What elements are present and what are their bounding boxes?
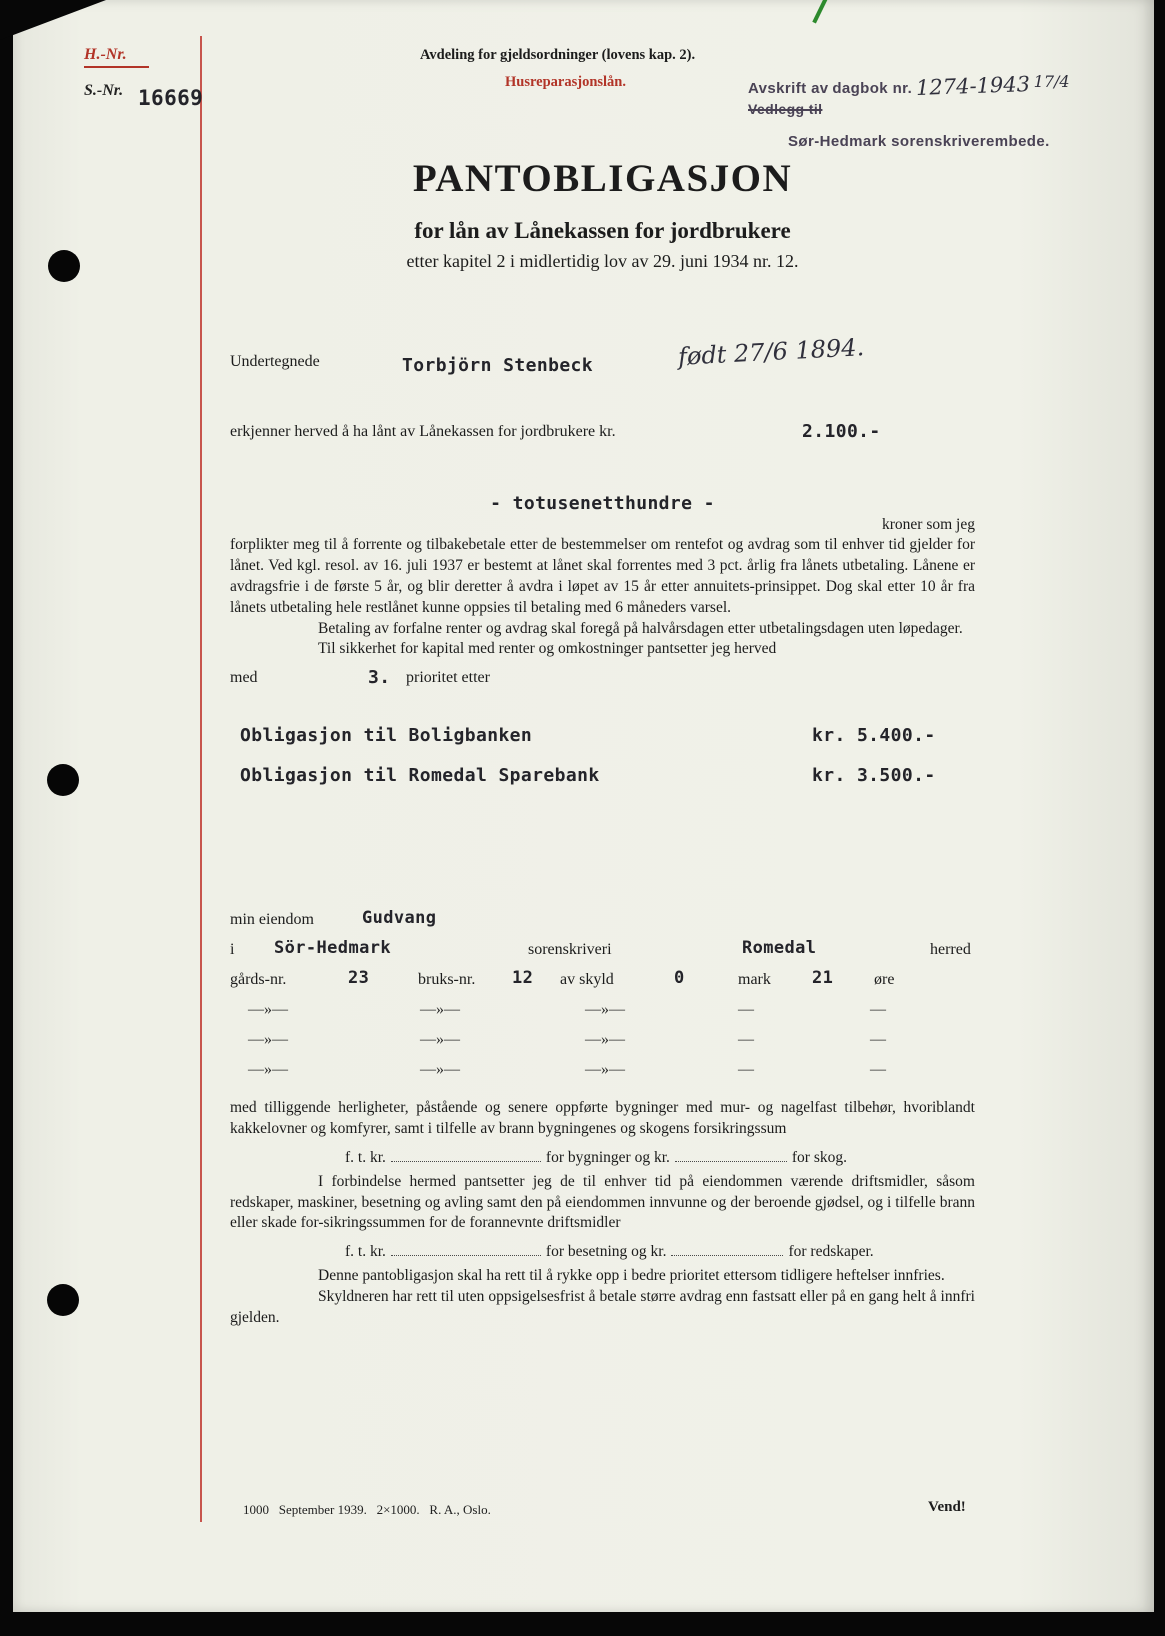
ditto-mark: —»— xyxy=(585,1031,625,1049)
loan-sentence: erkjenner herved å ha lånt av Lånekassen for jordbrukere kr. xyxy=(230,422,616,440)
ditto-row xyxy=(230,1060,975,1090)
i-label: i xyxy=(230,941,235,959)
dash-mark: — xyxy=(738,1031,754,1049)
ditto-mark: —»— xyxy=(248,1001,288,1019)
avskrift-stamp: Avskrift av xyxy=(748,80,829,97)
district-line xyxy=(230,940,975,970)
ditto-mark: —»— xyxy=(248,1061,288,1079)
prior-obligations-list xyxy=(230,726,975,806)
mark-value: 21 xyxy=(812,968,834,989)
document-body xyxy=(230,156,975,1329)
vedlegg-strikethrough: Vedlegg til xyxy=(748,101,823,117)
amount-in-words: - totusenetthundre - xyxy=(490,492,715,514)
for-skog-label: for skog. xyxy=(791,1148,847,1166)
dagbok-date-handwritten: 17/4 xyxy=(1033,72,1070,91)
insurance-field-buildings xyxy=(230,1148,975,1172)
ditto-mark: —»— xyxy=(585,1061,625,1079)
dash-mark: — xyxy=(870,1001,886,1019)
loan-type-label: Husreparasjonslån. xyxy=(505,74,626,90)
h-nr-label: H.-Nr. xyxy=(84,46,149,68)
obligation-row xyxy=(230,766,975,806)
min-eiendom-label: min eiendom xyxy=(230,911,314,929)
ditto-mark: —»— xyxy=(585,1001,625,1019)
dotted-line xyxy=(671,1242,783,1256)
herred-label: herred xyxy=(930,941,971,959)
dotted-line xyxy=(391,1242,541,1256)
department-line: Avdeling for gjeldsordninger (lovens kap. 2). xyxy=(420,47,696,63)
turn-page-label: Vend! xyxy=(928,1499,966,1515)
dash-mark: — xyxy=(738,1061,754,1079)
hole-punch xyxy=(48,250,80,282)
obligation-text: Obligasjon til Boligbanken xyxy=(240,725,533,747)
skyld-value: 0 xyxy=(674,968,685,989)
chattels-paragraph: I forbindelse hermed pantsetter jeg de til enhver tid på eiendommen værende driftsmidler, såsom redskaper, maskiner, besetning og avling samt den på eiendommen innvunne og der beroende gjødsel, og i tilfelle brann eller skade for-sikringssummen for de forannevnte driftsmidler xyxy=(230,1172,975,1232)
document-subtitle-law: etter kapitel 2 i midlertidig lov av 29. juni 1934 nr. 12. xyxy=(406,251,799,271)
terms-paragraph: forplikter meg til å forrente og tilbakebetale etter de bestemmelser om rentefot og avdrag som til enhver tid gjelder for lånet. Ved kgl. resol. av 16. juli 1937 er bestemt at lånet skal forrentes med 3 pct. årlig fra lånets utbetaling. Lånene er avdragsfrie i de første 5 år, og blir deretter å avdra i løpet av 15 år etter annuitets-prinsippet. Dog skal etter 10 år fra lånets utbetaling hele restlånet kunne oppsies til betaling med 6 måneders varsel. xyxy=(230,536,975,616)
dash-mark: — xyxy=(738,1001,754,1019)
ditto-row xyxy=(230,1000,975,1030)
undertegnede-label: Undertegnede xyxy=(230,352,320,370)
hole-punch xyxy=(47,1284,79,1316)
dotted-line xyxy=(675,1148,787,1162)
dash-mark: — xyxy=(870,1061,886,1079)
dash-mark: — xyxy=(870,1031,886,1049)
av-skyld-label: av skyld xyxy=(560,971,614,989)
mark-label: mark xyxy=(738,971,771,989)
ditto-row xyxy=(230,1030,975,1060)
insurance-field-livestock xyxy=(230,1242,975,1266)
print-imprint: 1000 September 1939. 2×1000. R. A., Oslo. xyxy=(243,1502,491,1517)
kroner-som-jeg: kroner som jeg xyxy=(882,515,975,533)
ditto-mark: —»— xyxy=(248,1031,288,1049)
ft-kr-label: f. t. kr. xyxy=(345,1148,386,1166)
med-label: med xyxy=(230,669,258,687)
obligation-amount: kr. 5.400.- xyxy=(812,725,936,747)
s-nr-value: 16669 xyxy=(138,86,204,110)
priority-line xyxy=(230,668,975,694)
for-besetning-label: for besetning og kr. xyxy=(545,1243,667,1261)
debtor-name: Torbjörn Stenbeck xyxy=(402,354,594,376)
dagbok-number-handwritten: 1274-1943 xyxy=(915,72,1031,100)
dagbok-stamp: dagbok nr. xyxy=(832,80,913,97)
gards-nr-value: 23 xyxy=(348,968,370,989)
ditto-mark: —»— xyxy=(420,1001,460,1019)
office-stamp: Sør-Hedmark sorenskriverembede. xyxy=(788,133,1050,150)
district-value: Sör-Hedmark xyxy=(274,938,391,959)
document-title: PANTOBLIGASJON xyxy=(412,157,793,200)
security-paragraph: Til sikkerhet for kapital med renter og omkostninger pantsetter jeg herved xyxy=(318,640,777,658)
priority-value: 3. xyxy=(368,667,391,689)
property-name-line xyxy=(230,910,975,940)
herred-value: Romedal xyxy=(742,938,817,959)
document-subtitle: for lån av Lånekassen for jordbrukere xyxy=(414,218,791,243)
priority-advance-paragraph: Denne pantobligasjon skal ha rett til å rykke opp i bedre prioritet ettersom tidligere heftelser innfries. xyxy=(318,1267,945,1285)
bruks-nr-value: 12 xyxy=(512,968,534,989)
for-bygninger-label: for bygninger og kr. xyxy=(545,1148,670,1166)
cadastre-line xyxy=(230,970,975,1000)
ditto-mark: —»— xyxy=(420,1031,460,1049)
ore-label: øre xyxy=(874,971,895,989)
obligation-row xyxy=(230,726,975,766)
for-redskaper-label: for redskaper. xyxy=(788,1243,874,1261)
payment-paragraph: Betaling av forfalne renter og avdrag skal foregå på halvårsdagen etter utbetalingsdagen uten løpedager. xyxy=(318,619,963,637)
property-name-value: Gudvang xyxy=(362,908,437,929)
ft-kr-label: f. t. kr. xyxy=(345,1243,386,1261)
obligation-text: Obligasjon til Romedal Sparebank xyxy=(240,765,600,787)
priority-after-label: prioritet etter xyxy=(406,669,490,687)
loan-sentence-line xyxy=(230,422,975,450)
red-margin-line xyxy=(200,36,202,1522)
s-nr-label: S.-Nr. xyxy=(84,82,124,99)
ditto-mark: —»— xyxy=(420,1061,460,1079)
appurtenances-paragraph: med tilliggende herligheter, påstående og senere oppførte bygninger med mur- og nagelfast tilbehør, hvoriblandt kakkelovner og komfyrer, samt i tilfelle av brann bygningenes og skogens forsikringssum xyxy=(230,1099,975,1137)
property-section xyxy=(230,910,975,1090)
dotted-line xyxy=(391,1148,541,1162)
debtor-line xyxy=(230,332,975,388)
obligation-amount: kr. 3.500.- xyxy=(812,765,936,787)
gards-nr-label: gårds-nr. xyxy=(230,971,287,989)
repayment-right-paragraph: Skyldneren har rett til uten oppsigelsesfrist å betale større avdrag enn fastsatt eller på en gang helt å innfri gjelden. xyxy=(230,1287,975,1326)
hole-punch xyxy=(47,764,79,796)
sorenskriveri-label: sorenskriveri xyxy=(528,941,612,959)
loan-amount-value: 2.100.- xyxy=(802,420,881,442)
dagbok-stamp-row xyxy=(748,74,1070,98)
birth-date-handwritten: født 27/6 1894. xyxy=(677,332,865,371)
bruks-nr-label: bruks-nr. xyxy=(418,971,476,989)
